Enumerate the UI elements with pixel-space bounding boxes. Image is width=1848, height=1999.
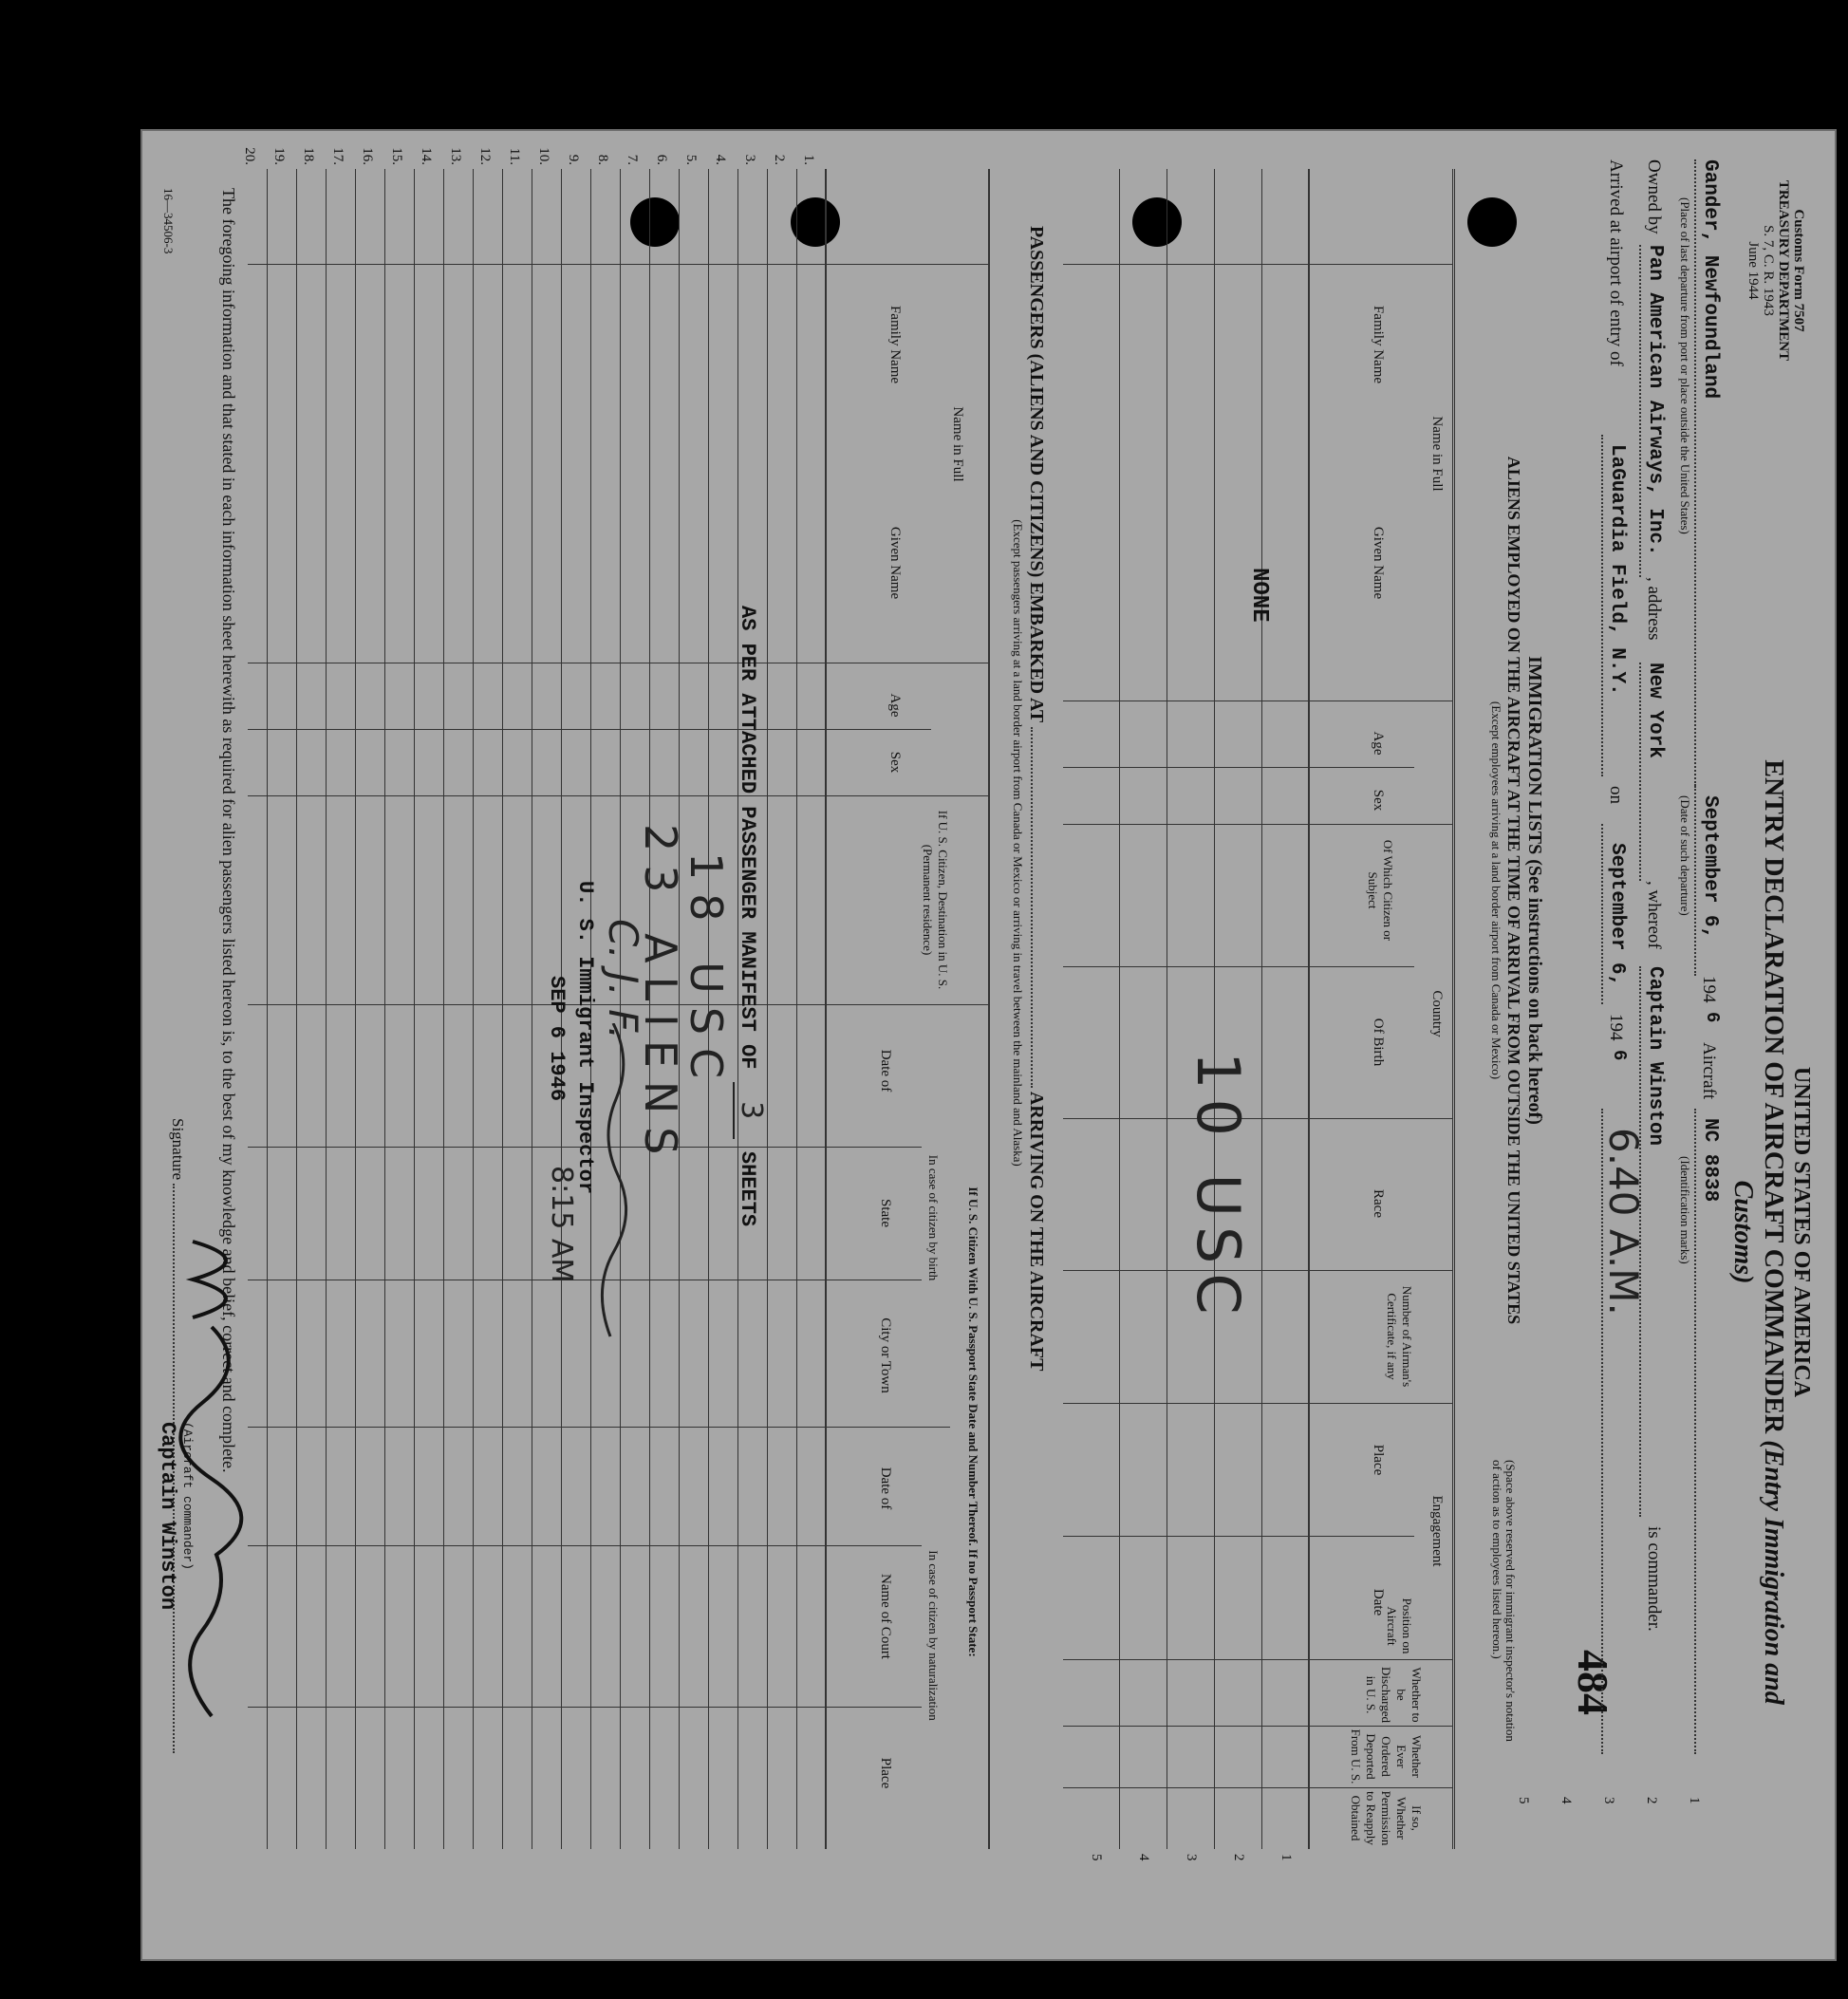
reserved-note: (Space above reserved for immigrant inspector's notation of action as to employees listed hereon.) xyxy=(1490,1460,1518,1742)
row-number: 14. xyxy=(419,147,434,165)
whereof-label: , whereof xyxy=(1644,881,1664,949)
declaration xyxy=(1586,159,1721,1754)
on-label: on xyxy=(1606,786,1626,804)
signature-name: Captain Winston xyxy=(156,1422,179,1611)
passengers-heading xyxy=(1010,226,1047,1792)
arrived-label: Arrived at airport of entry of xyxy=(1606,159,1626,366)
is-commander-label: is commander. xyxy=(1644,1526,1664,1632)
row-number: 20. xyxy=(242,147,257,165)
row-number: 6. xyxy=(654,154,669,165)
manifest-count: 3 xyxy=(733,1082,768,1139)
passengers-note: (Except passengers arriving at a land border airport from Canada or Mexico or arriving in travel between the mainland and Alaska) xyxy=(1011,519,1025,1167)
crew-citizen-of: Of Which Citizen or Subject xyxy=(1366,839,1395,942)
regulation: S. 7, C. R. 1943 xyxy=(1761,225,1776,316)
row-number: 4. xyxy=(713,154,728,165)
crew-given-name: Given Name xyxy=(1371,526,1386,600)
form-identification xyxy=(1745,161,1806,380)
row-number: 15. xyxy=(389,147,404,165)
row-number: 13. xyxy=(448,147,463,165)
row-number: 9. xyxy=(566,154,581,165)
signature-caption: (Aircraft commander) xyxy=(180,1422,195,1571)
arrival-line xyxy=(1586,159,1647,1754)
header xyxy=(1727,757,1814,1707)
line-number: 5 xyxy=(1516,1797,1531,1804)
crew-place: Place xyxy=(1371,1444,1386,1476)
crew-row-numbers xyxy=(1073,1854,1310,1861)
row-number: 1. xyxy=(801,154,816,165)
row-number: 12. xyxy=(477,147,493,165)
crew-race: Race xyxy=(1371,1189,1386,1218)
departure-line xyxy=(1666,159,1721,1754)
arrival-year-prefix: 194 xyxy=(1606,1014,1626,1041)
pax-court: Name of Court xyxy=(878,1574,893,1659)
passengers-title-suffix: ARRIVING ON THE AIRCRAFT xyxy=(1026,1091,1047,1372)
punch-hole xyxy=(1467,197,1517,247)
passenger-table xyxy=(242,147,990,1849)
row-number: 7. xyxy=(625,154,640,165)
crew-table xyxy=(1063,169,1455,1861)
arrival-year-digit: 6 xyxy=(1609,1050,1630,1061)
immigration-heading xyxy=(1488,416,1545,1365)
pax-given-name: Given Name xyxy=(887,526,903,600)
entry-declaration-sheet xyxy=(140,129,1837,1961)
inspector-number: 484 xyxy=(1569,1650,1617,1715)
owned-by-label: Owned by xyxy=(1644,159,1664,234)
address-label: , address xyxy=(1644,577,1664,641)
country-title: UNITED STATES OF AMERICA xyxy=(1789,1066,1814,1398)
pax-naturalization: In case of citizen by naturalization xyxy=(926,1550,941,1721)
pax-destination: If U. S. Citizen, Destination in U. S. (Permanent residence) xyxy=(921,810,950,990)
row-number: 19. xyxy=(271,147,287,165)
pax-by-birth: In case of citizen by birth xyxy=(926,1154,941,1281)
pax-passport-heading: If U. S. Citizen With U. S. Passport State Date and Number Thereof. If no Passport State: xyxy=(966,1186,980,1657)
row-number: 2. xyxy=(772,154,787,165)
aliens-title: ALIENS EMPLOYED ON THE AIRCRAFT AT THE TIME OF ARRIVAL FROM OUTSIDE THE UNITED STATES xyxy=(1504,456,1523,1325)
aircraft-label: Aircraft xyxy=(1699,1042,1719,1100)
row-number: 18. xyxy=(301,147,316,165)
arrival-time: 6.40 A.M. xyxy=(1600,1128,1647,1316)
departure-date: September 6, xyxy=(1699,795,1721,940)
crew-family-name: Family Name xyxy=(1371,305,1386,384)
id-caption: (Identification marks) xyxy=(1678,1156,1692,1264)
row-number: 3 xyxy=(1184,1854,1199,1861)
line-number: 3 xyxy=(1601,1797,1616,1804)
row-number: 4 xyxy=(1136,1854,1151,1861)
declaration-line-numbers xyxy=(1502,1797,1715,1816)
line-number: 4 xyxy=(1559,1797,1574,1804)
commander-name: Captain Winston xyxy=(1644,966,1666,1147)
pax-place: Place xyxy=(878,1757,893,1789)
department: TREASURY DEPARTMENT xyxy=(1776,179,1791,362)
line-number: 2 xyxy=(1644,1797,1659,1804)
form-number: Customs Form 7507 xyxy=(1791,209,1806,332)
certification-statement: The foregoing information and that stated in each information sheet herewith as required for alien passengers listed hereon is, to the best of my knowledge and belief, correct and complete. xyxy=(219,188,238,1473)
inspector-stamp xyxy=(523,881,646,1355)
pax-row-numbers xyxy=(234,135,823,165)
aliens-note: (Except employees arriving at a land border airport from Canada or Mexico) xyxy=(1489,701,1503,1080)
departure-caption: (Place of last departure from port or place outside the United States) xyxy=(1678,197,1692,534)
pax-birth-date: Date of xyxy=(878,1049,893,1093)
pax-city: City or Town xyxy=(878,1317,893,1393)
crew-sex: Sex xyxy=(1371,789,1386,812)
owner-address: New York xyxy=(1644,663,1666,758)
signature-label: Signature xyxy=(169,1118,187,1181)
pax-age: Age xyxy=(887,693,903,718)
printer-code: 16—34506-3 xyxy=(161,188,176,254)
manifest-suffix: SHEETS xyxy=(736,1150,759,1227)
row-number: 5. xyxy=(683,154,699,165)
inspector-signature-stroke xyxy=(599,1023,637,1346)
pax-name-in-full: Name in Full xyxy=(950,406,965,482)
immigration-title: IMMIGRATION LISTS (See instructions on back hereof) xyxy=(1524,656,1545,1125)
crew-discharged: Whether to be Discharged in U. S. xyxy=(1364,1667,1424,1723)
crew-date: Date xyxy=(1371,1588,1386,1616)
row-number: 10. xyxy=(536,147,551,165)
year-digit: 6 xyxy=(1702,1012,1723,1023)
row-number: 1 xyxy=(1279,1854,1294,1861)
pax-sex: Sex xyxy=(887,751,903,774)
stamp-title: U. S. Immigrant Inspector xyxy=(573,881,597,1195)
row-number: 17. xyxy=(330,147,345,165)
departure-date-caption: (Date of such departure) xyxy=(1678,795,1692,916)
stamp-date: SEP 6 1946 xyxy=(545,976,569,1102)
crew-entry: NONE xyxy=(1246,568,1272,623)
crew-age: Age xyxy=(1371,731,1386,756)
crew-name-in-full: Name in Full xyxy=(1429,416,1445,492)
form-subtitle: (Entry Immigration and Customs) xyxy=(1728,1180,1788,1705)
inspector-initials: C. J. F. xyxy=(600,919,646,1040)
row-number: 11. xyxy=(507,147,522,165)
manifest-note xyxy=(733,606,768,1226)
pax-family-name: Family Name xyxy=(887,305,903,384)
form-title: ENTRY DECLARATION OF AIRCRAFT COMMANDER xyxy=(1759,759,1788,1434)
row-number: 16. xyxy=(360,147,375,165)
pax-nat-date: Date of xyxy=(878,1467,893,1510)
crew-engagement: Engagement xyxy=(1429,1495,1445,1567)
departure-place: Gander, Newfoundland xyxy=(1699,159,1721,400)
crew-handwritten-usc: 10 USC xyxy=(1184,1052,1253,1324)
row-number: 8. xyxy=(595,154,610,165)
arrival-airport: LaGuardia Field, N.Y. xyxy=(1606,444,1628,696)
crew-ordered-deported: Whether Ever Ordered Deported From U. S. xyxy=(1349,1728,1424,1784)
crew-country: Country xyxy=(1429,990,1445,1037)
form-date: June 1944 xyxy=(1745,241,1761,300)
owner-line xyxy=(1628,159,1666,1754)
handwritten-aliens: 23 ALIENS xyxy=(635,824,686,1168)
owner: Pan American Airways, Inc. xyxy=(1644,245,1666,556)
aircraft-id: NC 8838 xyxy=(1699,1118,1721,1203)
row-number: 5 xyxy=(1089,1854,1104,1861)
passengers-title-prefix: PASSENGERS (ALIENS AND CITIZENS) EMBARKED AT xyxy=(1026,226,1047,722)
stamp-time: 8:15 AM xyxy=(545,1166,578,1283)
handwritten-usc: 18 USC xyxy=(681,852,732,1093)
line-number: 1 xyxy=(1687,1797,1702,1804)
crew-of-birth: Of Birth xyxy=(1371,1018,1386,1067)
crew-airman-cert: Number of Airman's Certificate, if any xyxy=(1385,1285,1414,1388)
manifest-prefix: AS PER ATTACHED PASSENGER MANIFEST OF xyxy=(736,606,759,1070)
year-prefix: 194 xyxy=(1699,976,1719,1003)
row-number: 3. xyxy=(742,154,757,165)
row-number: 2 xyxy=(1231,1854,1246,1861)
crew-permission: If so, Whether Permission to Reapply Obtained xyxy=(1349,1790,1424,1846)
crew-position: Position on Aircraft xyxy=(1385,1597,1414,1654)
pax-state: State xyxy=(878,1199,893,1227)
arrival-date: September 6, xyxy=(1606,843,1628,987)
